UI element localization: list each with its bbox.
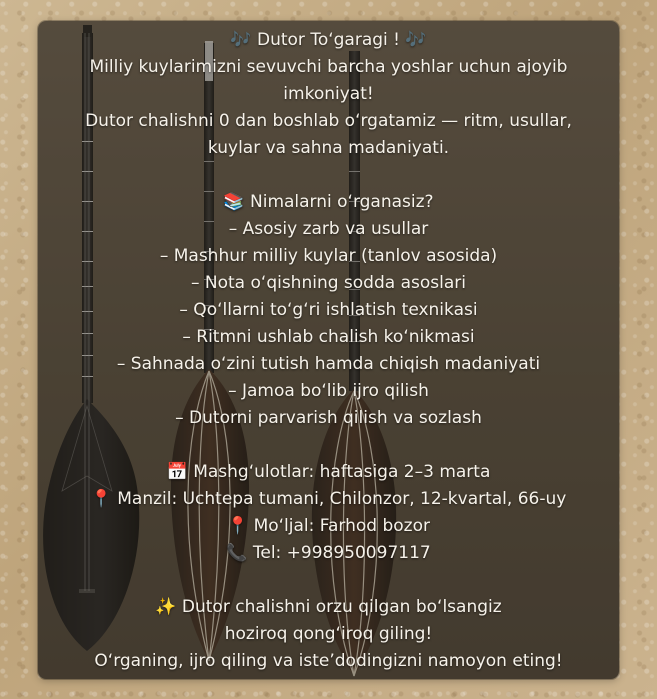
learn-item: – Mashhur milliy kuylar (tanlov asosida) <box>159 246 498 266</box>
address-line <box>38 486 619 513</box>
pin-icon: 📍 <box>90 489 112 509</box>
spacer <box>38 162 619 189</box>
learn-item: – Ritmni ushlab chalish ko‘nikmasi <box>182 327 475 347</box>
intro-line: imkoniyat! <box>283 84 374 104</box>
intro-line: kuylar va sahna madaniyati. <box>207 138 450 158</box>
cta-line: O‘rganing, ijro qiling va iste’dodingizni namoyon eting! <box>94 651 563 671</box>
cta-text: Dutor chalishni orzu qilgan bo‘lsangiz <box>181 597 502 617</box>
music-notes-icon: 🎶 <box>405 30 427 50</box>
cta-line: hoziroq qong‘iroq giling! <box>224 624 433 644</box>
pin-icon: 📍 <box>227 516 249 536</box>
learn-heading-line <box>38 189 619 216</box>
schedule: Mashg‘ulotlar: haftasiga 2–3 marta <box>193 462 491 482</box>
learn-item: – Dutorni parvarish qilish va sozlash <box>175 408 482 428</box>
learn-item: – Nota o‘qishning sodda asoslari <box>191 273 466 293</box>
phone-icon: 📞 <box>226 543 248 563</box>
phone-number[interactable]: Tel: +998950097117 <box>252 543 431 563</box>
address: Manzil: Uchtepa tumani, Chilonzor, 12-kvartal, 66-uy <box>117 489 567 509</box>
schedule-line <box>38 459 619 486</box>
landmark-line <box>38 513 619 540</box>
spacer <box>38 432 619 459</box>
learn-item: – Asosiy zarb va usullar <box>228 219 429 239</box>
cta-line <box>38 594 619 621</box>
learn-item: – Sahnada o‘zini tutish hamda chiqish madaniyati <box>116 354 541 374</box>
learn-heading: Nimalarni o‘rganasiz? <box>250 192 434 212</box>
sparkles-icon: ✨ <box>155 597 177 617</box>
books-icon: 📚 <box>223 192 245 212</box>
calendar-icon: 📅 <box>166 462 188 482</box>
learn-item: – Qo‘llarni to‘g‘ri ishlatish texnikasi <box>179 300 478 320</box>
announcement-text <box>38 27 619 675</box>
music-notes-icon: 🎶 <box>230 30 252 50</box>
title-line <box>38 27 619 54</box>
intro-line: Milliy kuylarimizni sevuvchi barcha yoshlar uchun ajoyib <box>89 57 568 77</box>
announcement-card <box>38 21 619 679</box>
landmark: Mo‘ljal: Farhod bozor <box>253 516 430 536</box>
title: Dutor To‘garagi ! <box>257 30 400 50</box>
intro-line: Dutor chalishni 0 dan boshlab o‘rgatamiz — ritm, usullar, <box>85 111 572 131</box>
spacer <box>38 567 619 594</box>
learn-item: – Jamoa bo‘lib ijro qilish <box>228 381 429 401</box>
phone-line <box>38 540 619 567</box>
